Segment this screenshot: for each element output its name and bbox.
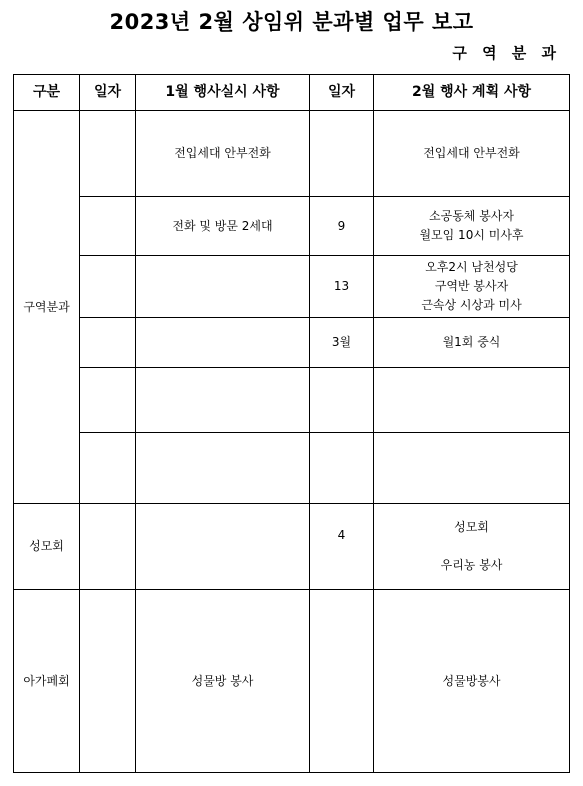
feb-plan-line: 월1회 중식: [442, 335, 501, 349]
feb-plan-line: 월모임 10시 미사후: [419, 228, 524, 242]
jan-event-cell: [136, 256, 310, 318]
feb-plan-cell: [374, 256, 570, 318]
date-jan-cell: [80, 111, 136, 197]
table-row: [14, 504, 570, 590]
table-row: [14, 111, 570, 197]
feb-plan-cell: [374, 318, 570, 368]
jan-event-cell: 전입세대 안부전화: [136, 111, 310, 197]
feb-plan-line: 전입세대 안부전화: [423, 146, 520, 160]
date-jan-cell: [80, 433, 136, 504]
header-date-jan: 일자: [80, 75, 136, 111]
jan-event-cell: [136, 368, 310, 433]
jan-event-cell: [136, 433, 310, 504]
jan-event-cell: 성물방 봉사: [136, 590, 310, 773]
header-category: 구분: [14, 75, 80, 111]
feb-plan-cell: [374, 504, 570, 590]
feb-plan-line: 근속상 시상과 미사: [421, 298, 522, 312]
header-row: [14, 75, 570, 111]
date-jan-cell: [80, 368, 136, 433]
date-jan-cell: [80, 256, 136, 318]
report-table: [13, 74, 570, 773]
table-row: [14, 318, 570, 368]
jan-event-cell: 전화 및 방문 2세대: [136, 197, 310, 256]
feb-plan-line: 오후2시 남천성당: [425, 260, 518, 274]
header-date-feb: 일자: [310, 75, 374, 111]
jan-event-cell: [136, 318, 310, 368]
header-feb-plans: 2월 행사 계획 사항: [374, 75, 570, 111]
table-row: [14, 197, 570, 256]
date-jan-cell: [80, 504, 136, 590]
group-cell-district: 구역분과: [14, 111, 80, 504]
date-jan-cell: [80, 197, 136, 256]
jan-event-cell: [136, 504, 310, 590]
feb-plan-line: 성물방봉사: [442, 673, 501, 688]
feb-plan-line: 소공동체 봉사자: [429, 209, 514, 223]
feb-plan-cell: [374, 111, 570, 197]
feb-plan-cell: [374, 433, 570, 504]
table-row: [14, 433, 570, 504]
date-feb-cell: [310, 590, 374, 773]
page-title: 2023년 2월 상임위 분과별 업무 보고: [109, 10, 474, 34]
table-row: [14, 590, 570, 773]
group-cell-mothers: 성모회: [14, 504, 80, 590]
group-cell-agape: 아가페회: [14, 590, 80, 773]
header-jan-events: 1월 행사실시 사항: [136, 75, 310, 111]
date-feb-cell: 3월: [310, 318, 374, 368]
feb-plan-cell: [374, 197, 570, 256]
feb-plan-cell: [374, 368, 570, 433]
date-feb-cell: [310, 433, 374, 504]
feb-plan-line: 구역반 봉사자: [434, 279, 509, 293]
date-feb-cell: [310, 368, 374, 433]
date-feb-cell: 4: [310, 504, 374, 590]
date-feb-cell: 13: [310, 256, 374, 318]
feb-plan-line: 성모회: [454, 520, 489, 534]
feb-plan-cell: [374, 590, 570, 773]
table-row: [14, 256, 570, 318]
date-jan-cell: [80, 590, 136, 773]
feb-plan-line: 우리농 봉사: [440, 558, 503, 572]
department-label: 구 역 분 과: [452, 44, 561, 62]
table-row: [14, 368, 570, 433]
date-feb-cell: [310, 111, 374, 197]
date-feb-cell: 9: [310, 197, 374, 256]
date-jan-cell: [80, 318, 136, 368]
